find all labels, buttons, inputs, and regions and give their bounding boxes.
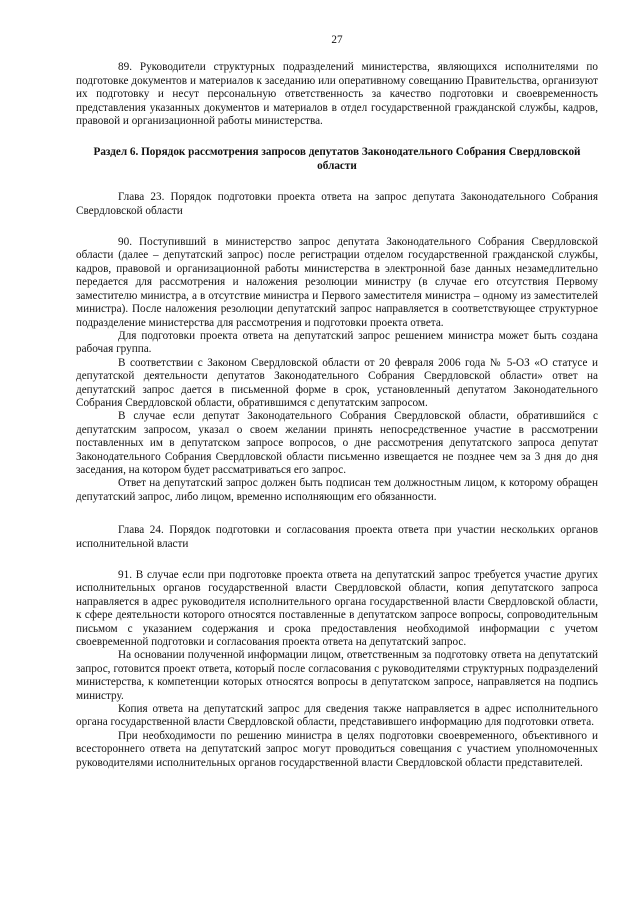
- paragraph-90-law-reference: В соответствии с Законом Свердловской области от 20 февраля 2006 года № 5-ОЗ «О статусе и депутатской деятельности депутатов Законодательного Собрания Свердловской области» ответ на депутатский запрос дается в письменной форме в срок, установленный депутатом Законодательного Собрания Свердловской области, обратившимся с депутатским запросом.: [76, 356, 598, 409]
- paragraph-91: 91. В случае если при подготовке проекта ответа на депутатский запрос требуется участие других исполнительных органов государственной власти Свердловской области, копия депутатского запроса направляется в адрес руководителя исполнительного органа государственной власти Свердловской области, к сфере деятельности которого относятся поставленные в депутатском запросе вопросы, сопроводительным письмом с указанием содержания и срока предоставления необходимой информации с учетом своевременной подготовки и согласования проекта ответа на депутатский запрос.: [76, 569, 598, 649]
- section-6-heading: Раздел 6. Порядок рассмотрения запросов депутатов Законодательного Собрания Свердловской области: [93, 146, 581, 172]
- paragraph-91-meetings: При необходимости по решению министра в целях подготовки своевременного, объективного и всестороннего ответа на депутатский запрос могут проводиться совещания с участием уполномоченных руководителями исполнительных органов государственной власти Свердловской области представителей.: [76, 729, 598, 769]
- page-number: 27: [331, 34, 343, 46]
- paragraph-91-draft-answer: На основании полученной информации лицом, ответственным за подготовку ответа на депутатский запрос, готовится проект ответа, который после согласования с руководителями структурных подразделений министерства, к компетенции которых относятся вопросы в депутатском запросе, направляется на подпись министру.: [76, 649, 598, 702]
- chapter-24-heading: Глава 24. Порядок подготовки и согласования проекта ответа при участии нескольких органов исполнительной власти: [76, 524, 598, 550]
- paragraph-91-copy-answer: Копия ответа на депутатский запрос для сведения также направляется в адрес исполнительного органа государственной власти Свердловской области, представившего информацию для подготовки ответа.: [76, 703, 598, 729]
- paragraph-90: 90. Поступивший в министерство запрос депутата Законодательного Собрания Свердловской области (далее – депутатский запрос) после регистрации отделом государственной гражданской службы, кадров, правовой и организационной работы министерства в электронной базе данных незамедлительно передается для рассмотрения и наложения резолюции министру (в случае его отсутствия Первому заместителю министра, а в отсутствие министра и Первого заместителя министра – одному из заместителей министра). После наложения резолюции депутатский запрос направляется в соответствующее структурное подразделение министерства для рассмотрения и подготовки проекта ответа.: [76, 236, 598, 329]
- paragraph-90-signature: Ответ на депутатский запрос должен быть подписан тем должностным лицом, к которому обращен депутатский запрос, либо лицом, временно исполняющим его обязанности.: [76, 477, 598, 503]
- chapter-23-heading: Глава 23. Порядок подготовки проекта ответа на запрос депутата Законодательного Собрания Свердловской области: [76, 191, 598, 217]
- paragraph-90-working-group: Для подготовки проекта ответа на депутатский запрос решением министра может быть создана рабочая группа.: [76, 329, 598, 356]
- paragraph-89: 89. Руководители структурных подразделений министерства, являющихся исполнителями по подготовке документов и материалов к заседанию или оперативному совещанию Правительства, организуют их подготовку и несут персональную ответственность за качество подготовки и своевременность представления указанных документов и материалов в отдел государственной гражданской службы, кадров, правовой и организационной работы министерства.: [76, 61, 598, 128]
- paragraph-90-deputy-participation: В случае если депутат Законодательного Собрания Свердловской области, обратившийся с депутатским запросом, указал о своем желании принять непосредственное участие в рассмотрении поставленных им в депутатском запросе вопросов, о дне рассмотрения депутатского запроса депутат Законодательного Собрания Свердловской области письменно извещается не позднее чем за 3 дня до дня заседания, на котором будет рассматриваться его запрос.: [76, 410, 598, 476]
